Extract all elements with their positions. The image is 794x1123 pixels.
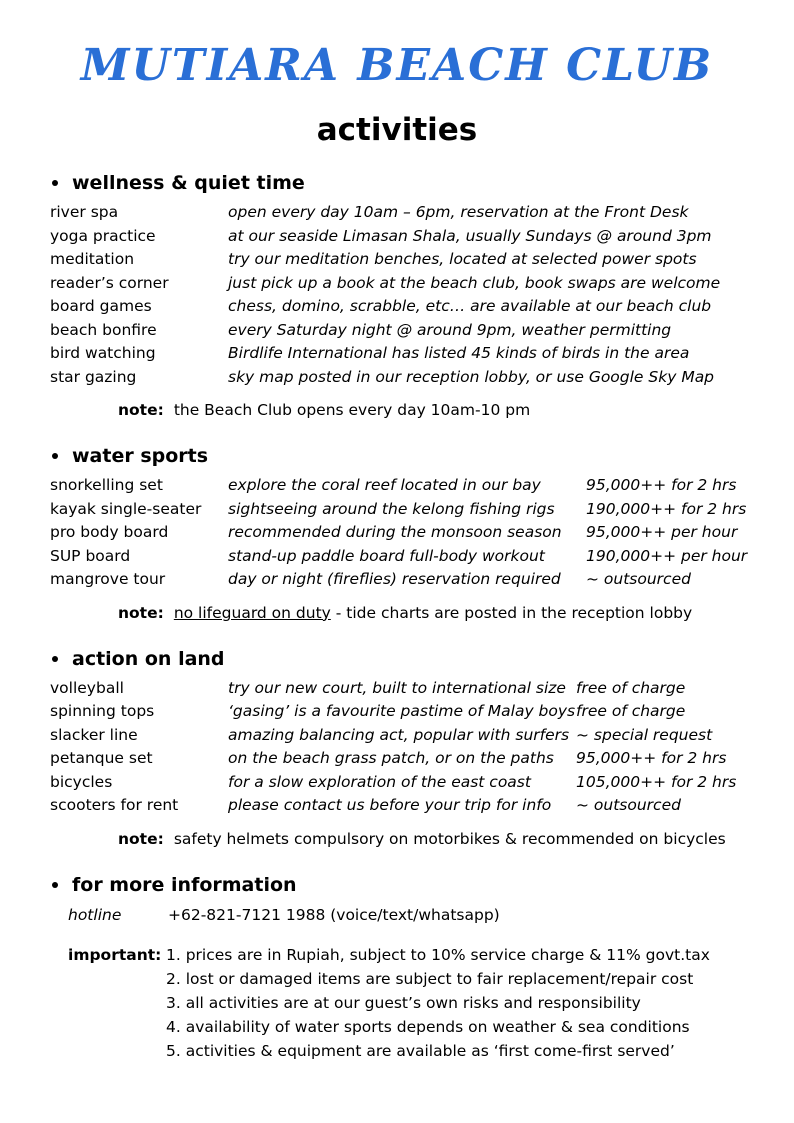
activity-desc: amazing balancing act, popular with surfers: [228, 725, 570, 744]
activity-table-water-sports: [50, 474, 764, 592]
activity-desc: explore the coral reef located in our bay: [228, 476, 541, 495]
bullet-icon: [52, 453, 58, 459]
activity-name: pro body board: [50, 523, 169, 542]
table-row: [50, 498, 764, 522]
activity-desc: stand-up paddle board full-body workout: [228, 546, 545, 565]
activity-name: bicycles: [50, 772, 113, 791]
activity-name: beach bonfire: [50, 320, 157, 339]
activity-name: river spa: [50, 203, 119, 222]
hotline-label: hotline: [68, 905, 122, 924]
list-item: 5. activities & equipment are available as ‘first come-first served’: [166, 1041, 675, 1060]
important-list: [166, 943, 710, 1063]
section-water-sports: [40, 445, 754, 624]
activity-price: free of charge: [576, 678, 686, 697]
note-text: the Beach Club opens every day 10am-10 pm: [173, 401, 531, 420]
table-row: [50, 248, 764, 272]
section-heading-label: for more information: [72, 873, 297, 896]
list-item: 4. availability of water sports depends on weather & sea conditions: [166, 1017, 690, 1036]
hotline-row: [68, 903, 754, 927]
table-row: [50, 272, 764, 296]
bullet-icon: [52, 882, 58, 888]
important-block: [68, 943, 754, 1063]
activity-desc: on the beach grass patch, or on the paths: [228, 749, 554, 768]
section-heading-wellness: [50, 172, 754, 194]
note-emphasis: no lifeguard on duty: [173, 603, 331, 622]
note-label: note:: [118, 401, 164, 420]
table-row: [50, 545, 764, 569]
note-label: note:: [118, 603, 164, 622]
table-row: [50, 201, 764, 225]
activity-price: 95,000++ per hour: [586, 523, 738, 542]
list-item: 2. lost or damaged items are subject to fair replacement/repair cost: [166, 969, 694, 988]
table-row: [50, 295, 764, 319]
activity-price: 95,000++ for 2 hrs: [586, 476, 737, 495]
activity-desc: at our seaside Limasan Shala, usually Sundays @ around 3pm: [228, 226, 712, 245]
section-action-on-land: [40, 648, 754, 850]
section-heading-label: wellness & quiet time: [72, 172, 305, 195]
section-note-action-on-land: [118, 828, 754, 850]
activity-desc: Birdlife International has listed 45 kinds of birds in the area: [228, 344, 690, 363]
table-row: [50, 474, 764, 498]
activity-desc: recommended during the monsoon season: [228, 523, 562, 542]
activity-name: snorkelling set: [50, 476, 163, 495]
activity-name: slacker line: [50, 725, 138, 744]
activity-desc: please contact us before your trip for info: [228, 796, 552, 815]
section-wellness: [40, 172, 754, 421]
section-heading-action-on-land: [50, 648, 754, 670]
activity-desc: chess, domino, scrabble, etc… are available at our beach club: [228, 297, 712, 316]
club-title: MUTIARA BEACH CLUB: [80, 40, 714, 91]
note-label: note:: [118, 829, 164, 848]
section-more-information: [40, 874, 754, 1063]
activity-table-action-on-land: [50, 677, 764, 818]
activity-price: 190,000++ for 2 hrs: [586, 499, 747, 518]
section-heading-label: action on land: [72, 647, 225, 670]
table-row: [50, 747, 764, 771]
table-row: [50, 724, 764, 748]
activity-price: 105,000++ for 2 hrs: [576, 772, 737, 791]
activity-name: petanque set: [50, 749, 153, 768]
note-text: - tide charts are posted in the reception lobby: [335, 603, 693, 622]
activity-name: board games: [50, 297, 152, 316]
activity-name: spinning tops: [50, 702, 155, 721]
activity-price: ~ outsourced: [586, 570, 691, 589]
page-title: activities: [316, 112, 478, 149]
table-row: [50, 342, 764, 366]
section-note-wellness: [118, 399, 754, 421]
activity-desc: try our new court, built to international size: [228, 678, 566, 697]
table-row: [50, 771, 764, 795]
activity-name: meditation: [50, 250, 135, 269]
important-label: important:: [68, 945, 162, 964]
activity-name: scooters for rent: [50, 796, 179, 815]
table-row: [50, 319, 764, 343]
table-row: [50, 794, 764, 818]
activity-price: ~ special request: [576, 725, 713, 744]
activity-name: bird watching: [50, 344, 156, 363]
activity-desc: just pick up a book at the beach club, book swaps are welcome: [228, 273, 721, 292]
table-row: [50, 677, 764, 701]
section-heading-more-information: [50, 874, 754, 896]
activity-table-wellness: [50, 201, 764, 389]
activity-name: yoga practice: [50, 226, 156, 245]
section-heading-label: water sports: [72, 445, 209, 468]
table-row: [50, 225, 764, 249]
activity-desc: day or night (fireflies) reservation required: [228, 570, 561, 589]
table-row: [50, 700, 764, 724]
activity-desc: for a slow exploration of the east coast: [228, 772, 531, 791]
list-item: 3. all activities are at our guest’s own risks and responsibility: [166, 993, 641, 1012]
activity-name: SUP board: [50, 546, 131, 565]
activity-desc: every Saturday night @ around 9pm, weather permitting: [228, 320, 672, 339]
activity-desc: ‘gasing’ is a favourite pastime of Malay boys: [228, 702, 576, 721]
activity-price: ~ outsourced: [576, 796, 681, 815]
bullet-icon: [52, 656, 58, 662]
activity-desc: open every day 10am – 6pm, reservation at the Front Desk: [228, 203, 689, 222]
table-row: [50, 521, 764, 545]
activity-name: mangrove tour: [50, 570, 166, 589]
activity-desc: try our meditation benches, located at selected power spots: [228, 250, 697, 269]
section-heading-water-sports: [50, 445, 754, 467]
table-row: [50, 568, 764, 592]
section-note-water-sports: [118, 602, 754, 624]
table-row: [50, 366, 764, 390]
activity-price: 95,000++ for 2 hrs: [576, 749, 727, 768]
hotline-value[interactable]: +62-821-7121 1988 (voice/text/whatsapp): [168, 905, 500, 924]
list-item: 1. prices are in Rupiah, subject to 10% service charge & 11% govt.tax: [166, 945, 710, 964]
activity-name: reader’s corner: [50, 273, 169, 292]
activity-name: volleyball: [50, 678, 124, 697]
activity-desc: sky map posted in our reception lobby, or use Google Sky Map: [228, 367, 715, 386]
bullet-icon: [52, 180, 58, 186]
activity-name: kayak single-seater: [50, 499, 202, 518]
activity-desc: sightseeing around the kelong fishing rigs: [228, 499, 555, 518]
activity-price: free of charge: [576, 702, 686, 721]
note-text: safety helmets compulsory on motorbikes & recommended on bicycles: [173, 829, 726, 848]
activity-price: 190,000++ per hour: [586, 546, 748, 565]
activity-name: star gazing: [50, 367, 137, 386]
